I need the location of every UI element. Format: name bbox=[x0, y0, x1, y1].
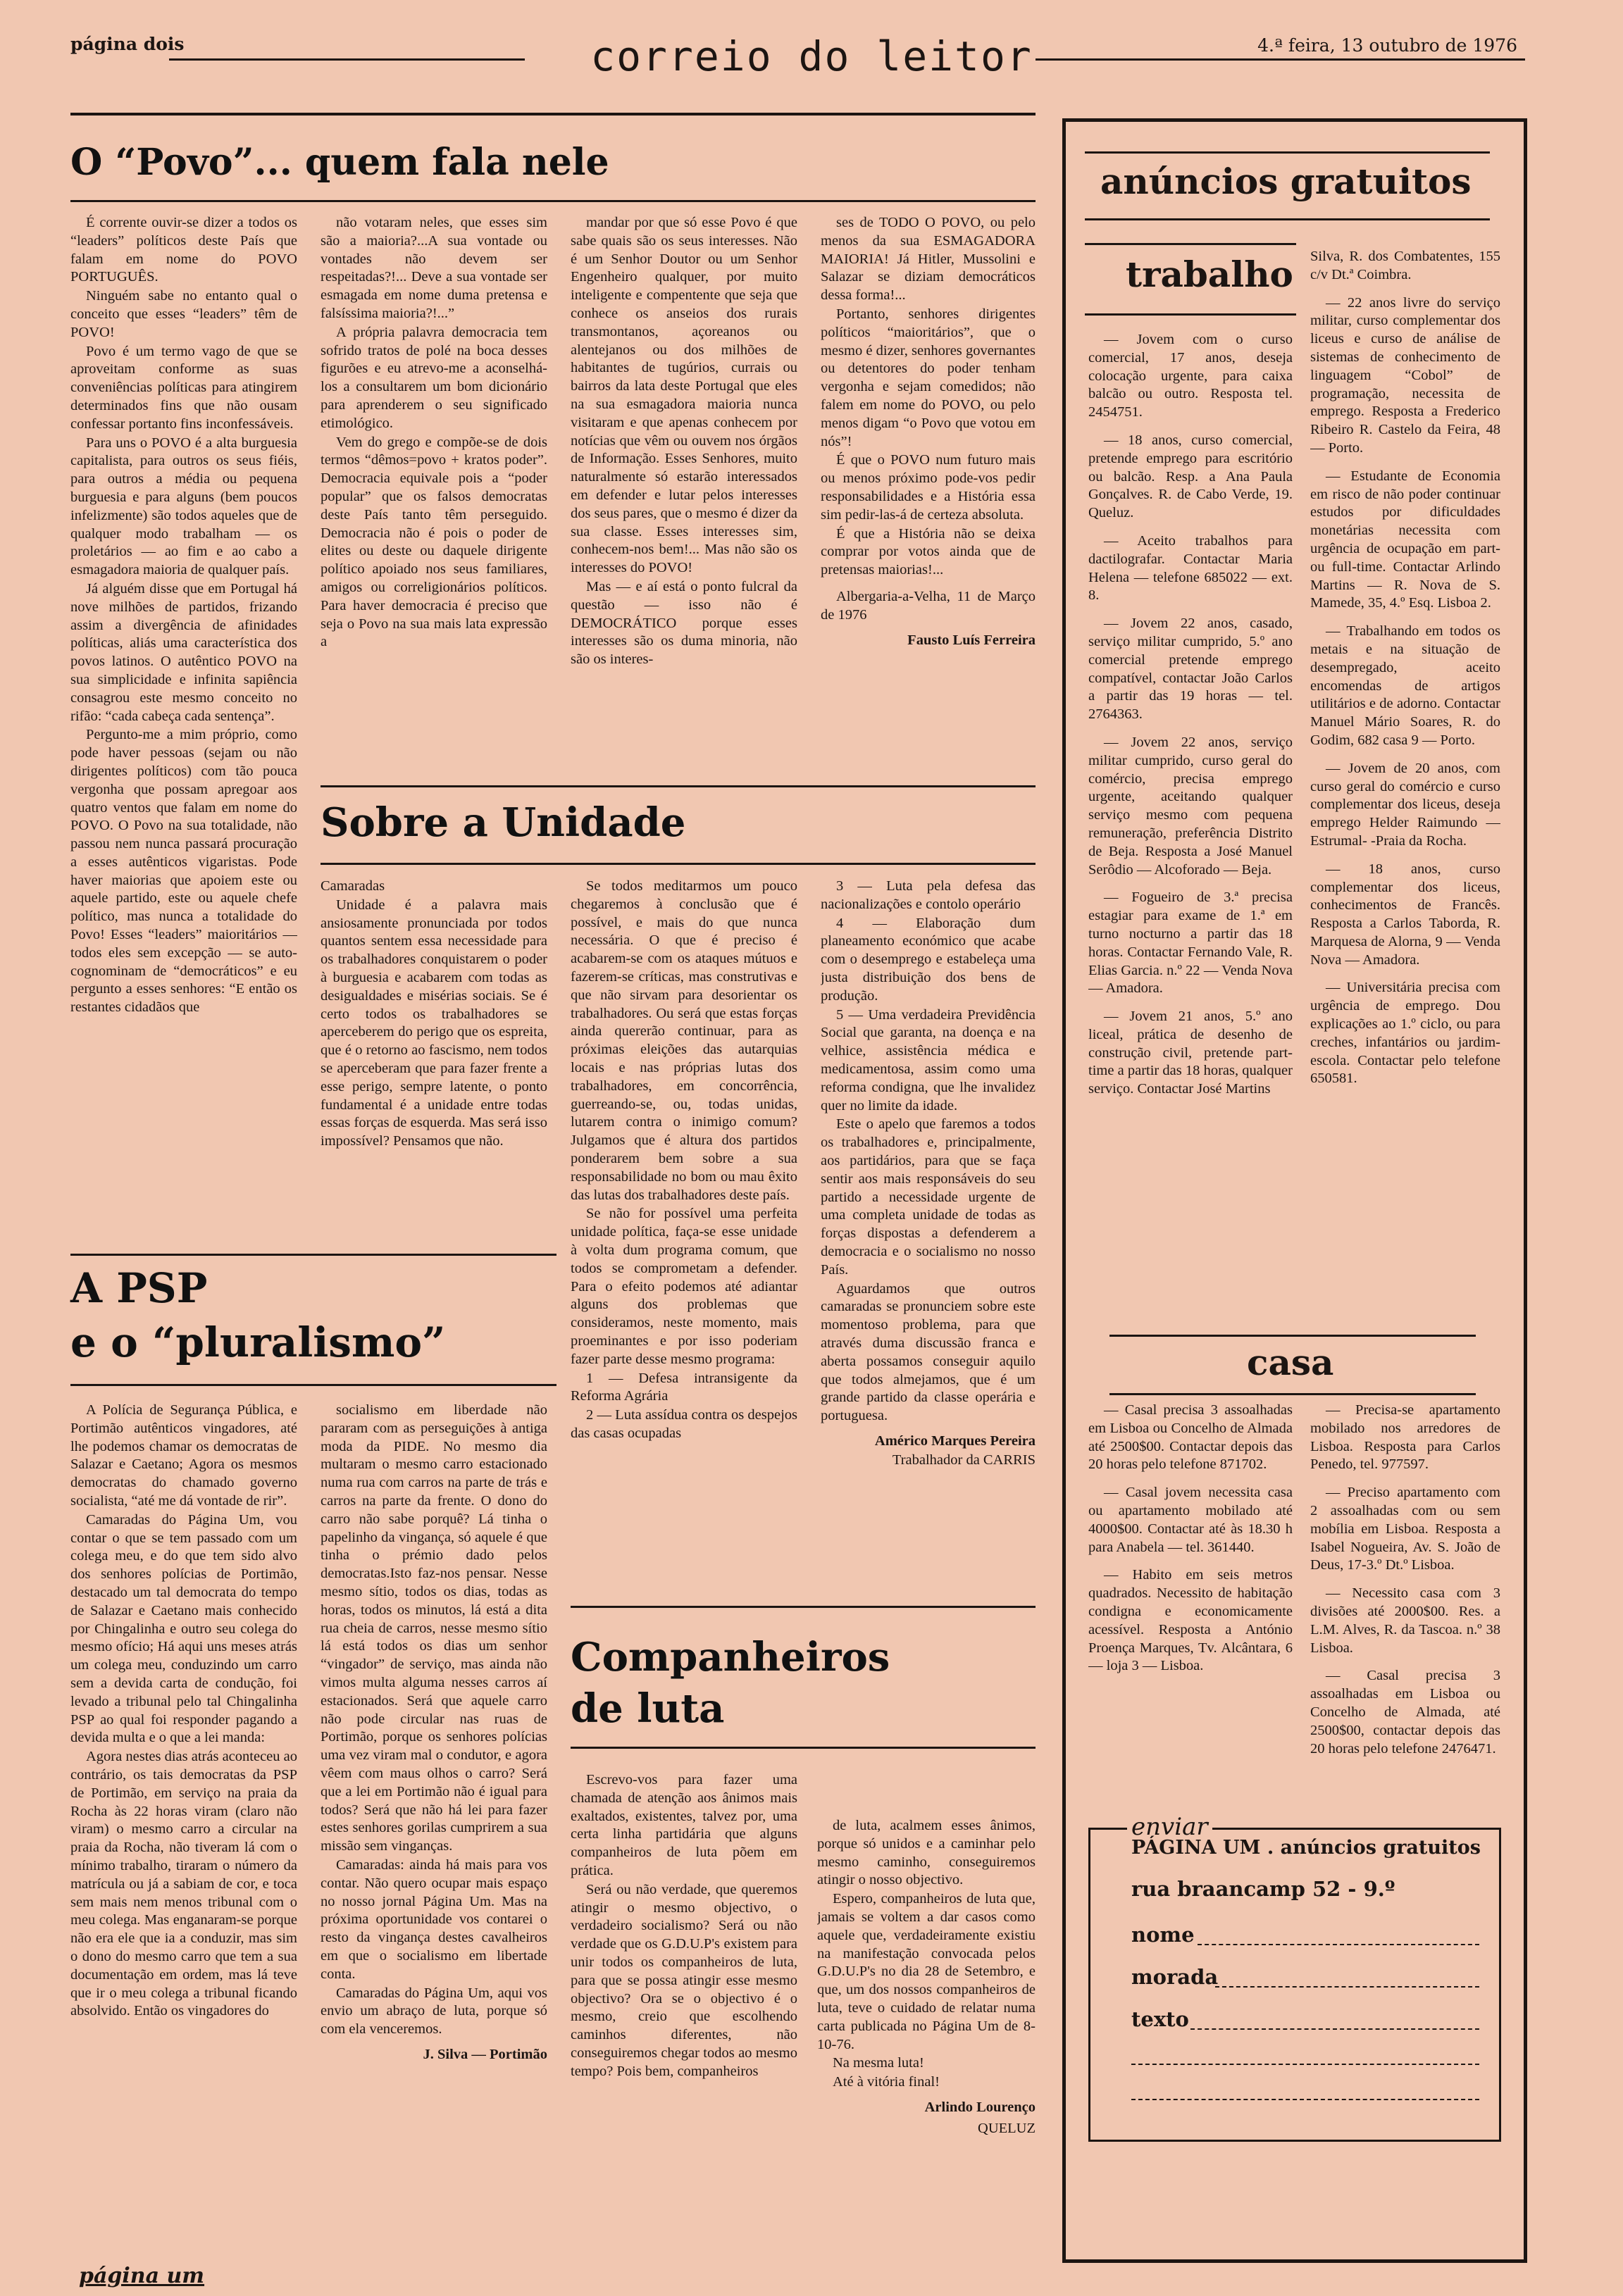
paragraph: de luta, acalmem esses ânimos, porque só unidos e a caminhar pelo mesmo caminho, conseguiremos atingir o nosso objectivo. bbox=[817, 1818, 1036, 1888]
rule-povo bbox=[70, 200, 1036, 202]
headline-companheiros-2: de luta bbox=[571, 1685, 725, 1732]
paragraph: Escrevo-vos para fazer uma chamada de atenção aos ânimos mais exaltados, existentes, talvez por, uma certa linha partidária que alguns companheiros de luta põem em prática. bbox=[571, 1772, 797, 1878]
coupon-line-2: rua braancamp 52 - 9.º bbox=[1131, 1877, 1395, 1901]
trabalho-rule-top bbox=[1085, 243, 1296, 245]
companheiros-column-1 bbox=[571, 1771, 797, 2264]
unidade-column-3 bbox=[821, 878, 1036, 1589]
rule-companheiros-top bbox=[571, 1606, 1036, 1608]
paragraph: Agora nestes dias atrás aconteceu ao contrário, os tais democratas da PSP de Portimão, em serviço na praia da Rocha às 22 horas viram (claro não viram) o mesmo carro a circular na praia da Rocha, não tiveram lá com o mínimo trabalho, tiraram o número da matrícula ou já a sabiam de cor, e toca sem mais nem menos tribunal com o meu colega. Mas enganaram-se porque não era ele que ia a conduzir, mas sim o dono do mesmo carro que tem a sua documentação em ordem, mas lá teve que ir o meu colega a tribunal ficando absolvido. Então os vingadores do bbox=[70, 1749, 297, 2019]
headline-companheiros-1: Companheiros bbox=[571, 1634, 890, 1680]
rule-psp-top bbox=[70, 1254, 556, 1256]
classified-ad: — Fogueiro de 3.ª precisa estagiar para exame de 1.ª em turno nocturno a partir das 18 horas. Contactar Fernando Vale, R. Elias Garcia. n.º 22 — Venda Nova — Amadora. bbox=[1088, 890, 1293, 997]
byline-companheiros: Arlindo Lourenço bbox=[924, 2099, 1036, 2115]
coupon-nome-label[interactable]: nome bbox=[1131, 1923, 1195, 1947]
povo-column-3 bbox=[571, 214, 797, 770]
paragraph: Pergunto-me a mim próprio, como pode haver pessoas (sejam ou não dirigentes políticos) com tão pouca vergonha que possam apregoar aos quatro ventos que falam em nome do POVO. O Povo na sua totalidade, não passou nem nunca passará procuração a esses autênticos vigaristas. Pode haver maiorias que apoiem este ou aquele partido, este ou aquele chefe político, mas nunca a totalidade do Povo! Esses “leaders” maioritários — todos eles sem excepção — se auto-cognominam de “democráticos” e eu pergunto a esses senhores: “E então os restantes cidadãos que bbox=[70, 727, 297, 1016]
paragraph: Vem do grego e compõe-se de dois termos “dêmos=povo + kratos poder”. Democracia equivale pois a “poder popular” que os falsos democratas deste País tanto têm perseguido. Democracia não é pois o poder de elites ou deste ou daquele dirigente político apoiado nos seus familiares, amigos ou correligionários políticos. Para haver democracia é preciso que seja o Povo na sua mais lata expressão a bbox=[321, 434, 547, 650]
paragraph: 3 — Luta pela defesa das nacionalizações e contolo operário bbox=[821, 878, 1036, 912]
paragraph: Se não for possível uma perfeita unidade política, faça-se esse unidade à volta dum programa comum, que todos se comprometam a defender. Para o efeito podemos até adiantar alguns dos problemas que consideramos, neste momento, mais proeminantes e por isso poderiam fazer parte desse mesmo programa: bbox=[571, 1206, 797, 1367]
paragraph: Camaradas do Página Um, aqui vos envio um abraço de luta, porque só com ela venceremos. bbox=[321, 1985, 547, 2038]
classified-ad: — Precisa-se apartamento mobilado nos arredores de Lisboa. Resposta para Carlos Penedo, tel. 977597. bbox=[1310, 1402, 1500, 1473]
paragraph: Até à vitória final! bbox=[833, 2074, 940, 2090]
classified-ad: — 18 anos, curso complementar dos liceus, conhecimentos de Francês. Resposta a Carlos Taborda, R. Marquesa de Alorna, 9 — Venda Nova — Amadora. bbox=[1310, 861, 1500, 968]
casa-rule-top bbox=[1109, 1335, 1476, 1337]
povo-column-2 bbox=[321, 214, 547, 770]
coupon-line-1: PÁGINA UM . anúncios gratuitos bbox=[1131, 1837, 1481, 1859]
headline-unidade: Sobre a Unidade bbox=[321, 799, 686, 846]
rule-unidade bbox=[321, 863, 1036, 865]
dateline: Albergaria-a-Velha, 11 de Março de 1976 bbox=[821, 588, 1036, 623]
casa-rule-bottom bbox=[1109, 1393, 1476, 1395]
coupon-texto-label[interactable]: texto bbox=[1131, 2007, 1189, 2031]
coupon-morada-line[interactable] bbox=[1215, 1986, 1479, 1988]
unidade-column-2 bbox=[571, 878, 797, 1589]
classified-ad: — Jovem de 20 anos, com curso geral do comércio e curso complementar dos liceus, deseja emprego Helder Raimundo — Estrumal- -Praia da Rocha. bbox=[1310, 760, 1500, 849]
paragraph: É corrente ouvir-se dizer a todos os “leaders” políticos deste País que falam em nome do POVO PORTUGUÊS. bbox=[70, 215, 297, 285]
classified-ad: — 18 anos, curso comercial, pretende emprego para escritório ou balcão. Resp. a Ana Paula Gonçalves. R. de Cabo Verde, 19. Queluz. bbox=[1088, 432, 1293, 521]
classified-ad: — Habito em seis metros quadrados. Necessito de habitação condigna e economicamente acessível. Resposta a António Proença Marques, Tv. Alcântara, 6 — loja 3 — Lisboa. bbox=[1088, 1567, 1293, 1674]
salutation: Camaradas bbox=[321, 878, 385, 894]
paragraph: Será ou não verdade, que queremos atingir o mesmo objectivo, o verdadeiro socialismo? Será ou não verdade que os G.D.U.P's existem para unir todos os companheiros de luta, para que se possa atingir esse mesmo objectivo? Ora se o objectivo é o mesmo, creio que escolhendo caminhos diferentes, não conseguiremos chegar todos ao mesmo tempo? Pois bem, companheiros bbox=[571, 1881, 797, 2079]
paragraph: Se todos meditarmos um pouco chegaremos à conclusão que é possível, e mais do que nunca necessária. O que é preciso é acabarem-se com os ataques mútuos e fazerem-se críticas, mas construtivas e que não sirvam para desorientar os trabalhadores. Ou será que estas forças ainda quererão continuar, para as próximas eleições das autarquias locais e nas próprias lutas dos trabalhadores, em concorrência, guerreando-se, ou, todas unidas, lutarem contra o inimigo comum? Julgamos que é altura dos partidos ponderarem bem sobre a sua responsabilidade no bom ou mau êxito das lutas dos trabalhadores deste país. bbox=[571, 878, 797, 1203]
section-title: correio do leitor bbox=[590, 32, 1033, 80]
paragraph: 4 — Elaboração dum planeamento económico que acabe com o desemprego e estabeleça uma justa distribuição dos bens de produção. bbox=[821, 915, 1036, 1004]
paragraph: socialismo em liberdade não pararam com as perseguições à antiga moda da PIDE. No mesmo dia multaram o mesmo carro estacionado numa rua com carros na parte de trás e carros na parte da frente. O dono do carro não sabe porquê? Lá tinha o papelinho da vingança, só aquele é que tinha o prémio dado pelos democratas.Isto faz-nos pensar. Nesse mesmo sítio, todos os dias, todas as horas, todos os minutos, lá está a dita rua cheia de carros, nesse mesmo sítio lá está todos os dias um senhor “vingador” de serviço, mas ainda não vimos multa alguma nesses carros aí estacionados. Será que aquele carro não pode circular nas ruas de Portimão, porque os senhores polícias uma vez viram mal o condutor, e agora vêem com maus olhos o carro? Será que a lei em Portimão não é igual para todos? Será que não há lei para fazer estes senhores gorilas cumprirem a sua missão sem vinganças. bbox=[321, 1402, 547, 1854]
paragraph: Povo é um termo vago de que se aproveitam conforme as suas conveniências políticas para atingirem determinados fins que não ousam confessar portanto fins inconfessáveis. bbox=[70, 343, 297, 432]
classified-ad: — Estudante de Economia em risco de não poder continuar estudos por dificuldades monetárias necessita com urgência de ocupação em part- ou full-time. Contactar Arlindo Martins — R. Nova de S. Mamede, 35, 4.º Esq. Lisboa 2. bbox=[1310, 468, 1500, 611]
companheiros-column-2 bbox=[817, 1817, 1036, 2268]
paragraph: Este o apelo que faremos a todos os trabalhadores e, principalmente, aos partidários, para que se faça sentir aos mais responsáveis do seu partido a necessidade urgente de uma completa unidade de todas as forças dispostas a defenderem a democracia e o socialismo no nosso País. bbox=[821, 1116, 1036, 1278]
byline-unidade-role: Trabalhador da CARRIS bbox=[892, 1452, 1036, 1468]
trabalho-column-2 bbox=[1310, 248, 1500, 1382]
classified-ad: — Aceito trabalhos para dactilografar. Contactar Maria Helena — telefone 685022 — ext. 8. bbox=[1088, 532, 1293, 604]
coupon-texto-line-3[interactable] bbox=[1131, 2099, 1479, 2100]
headline-povo: O “Povo”... quem fala nele bbox=[70, 141, 609, 184]
psp-column-1 bbox=[70, 1402, 297, 2257]
casa-column-1 bbox=[1088, 1402, 1293, 1803]
povo-column-1 bbox=[70, 214, 297, 1242]
header-rule-left bbox=[169, 58, 525, 61]
ads-rule-top bbox=[1085, 151, 1490, 154]
paragraph: 2 — Luta assídua contra os despejos das casas ocupadas bbox=[571, 1407, 797, 1441]
paragraph: Aguardamos que outros camaradas se pronunciem sobre este momentoso problema, para que através duma discussão franca e aberta possamos conseguir aquilo que todos almejamos, que é um grande partido da classe operária e portuguesa. bbox=[821, 1280, 1036, 1424]
coupon-enviar: enviar bbox=[1127, 1813, 1212, 1841]
byline-unidade: Américo Marques Pereira bbox=[874, 1433, 1036, 1449]
paragraph: não votaram neles, que esses sim são a maioria?...A sua vontade ou vontades não devem ser respeitadas?!... Deve a sua vontade ser esmagada em nome duma pretensa e falsíssima maioria?!...” bbox=[321, 215, 547, 321]
byline-companheiros-place: QUELUZ bbox=[978, 2120, 1036, 2136]
paragraph: Camaradas: ainda há mais para vos contar. Não quero ocupar mais espaço no nosso jornal Página Um. Mas na próxima oportunidade vos contarei o resto da vingança destes cavalheiros em que o socialismo em libertade conta. bbox=[321, 1857, 547, 1982]
psp-column-2 bbox=[321, 1402, 547, 2268]
povo-column-4 bbox=[821, 214, 1036, 770]
trabalho-rule-bottom bbox=[1085, 313, 1296, 316]
headline-psp-2: e o “pluralismo” bbox=[70, 1318, 446, 1366]
classified-ad: — Necessito casa com 3 divisões até 2000$00. Res. a L.M. Alves, R. da Tascoa. n.º 38 Lisboa. bbox=[1310, 1585, 1500, 1656]
classified-ad: — Trabalhando em todos os metais e na situação de desempregado, aceito encomendas de artigos utilitários e de adorno. Contactar Manuel Mário Soares, R. do Godim, 682 casa 9 — Porto. bbox=[1310, 623, 1500, 748]
top-rule bbox=[70, 113, 1036, 116]
paragraph: ses de TODO O POVO, ou pelo menos da sua ESMAGADORA MAIORIA! Já Hitler, Mussolini e Salazar se diziam democráticos dessa forma!... bbox=[821, 215, 1036, 304]
paragraph: Para uns o POVO é a alta burguesia capitalista, para outros os seus fiéis, para outros a média ou pequena burguesia e para alguns (bem poucos infelizmente) são todos aqueles que de qualquer modo trabalham — os proletários — ao fim e ao cabo a esmagadora maioria de qualquer país. bbox=[70, 435, 297, 578]
classified-ad: — Universitária precisa com urgência de emprego. Dou explicações ao 1.º ciclo, ou para creches, infantários ou jardim-escola. Contactar pelo telefone 650581. bbox=[1310, 980, 1500, 1087]
trabalho-heading: trabalho bbox=[1126, 254, 1293, 295]
header-rule-right bbox=[1036, 58, 1525, 61]
ads-rule-bottom bbox=[1085, 218, 1490, 220]
paragraph: 5 — Uma verdadeira Previdência Social que garanta, na doença e na velhice, assistência médica e medicamentosa, assim como uma reforma condigna, que lhe invalidez quer no limite da idade. bbox=[821, 1006, 1036, 1113]
classified-ad: — Jovem 22 anos, casado, serviço militar cumprido, 5.º ano comercial pretende emprego compatível, contactar João Carlos a partir das 19 horas — tel. 2764363. bbox=[1088, 616, 1293, 723]
classified-ad: — Jovem 22 anos, serviço militar cumprido, curso geral do comércio, precisa emprego urgente, aceitando qualquer serviço mesmo com pequena remuneração, preferência Distrito de Beja. Resposta a José Manuel Serôdio — Alcoforado — Beja. bbox=[1088, 734, 1293, 878]
paragraph: Mas — e aí está o ponto fulcral da questão — isso não é DEMOCRÁTICO porque esses interesses são os duma minoria, não são os interes- bbox=[571, 578, 797, 668]
page-label: página dois bbox=[70, 34, 185, 54]
paragraph: É que a História não se deixa comprar por votos ainda que de pretensas maiorias!... bbox=[821, 525, 1036, 578]
classified-ad: — 22 anos livre do serviço militar, curso complementar dos liceus e curso de análise de sistemas de conhecimento de linguagem “Cobol” de programação, necessita de emprego. Resposta a Frederico Ribeiro R. Castelo da Feira, 48 — Porto. bbox=[1310, 294, 1500, 456]
footer-brand: página um bbox=[79, 2264, 205, 2288]
paragraph: A própria palavra democracia tem sofrido tratos de polé na boca desses figurões e eu atrevo-me a aconselhá-los a consultarem um bom dicionário para aprenderem o seu significado etimológico. bbox=[321, 324, 547, 431]
classified-ad: — Casal precisa 3 assoalhadas em Lisboa ou Concelho de Almada até 2500$00. Contactar depois das 20 horas pelo telefone 871702. bbox=[1088, 1402, 1293, 1473]
paragraph: 1 — Defesa intransigente da Reforma Agrária bbox=[571, 1370, 797, 1404]
coupon-texto-line-1[interactable] bbox=[1190, 2028, 1479, 2030]
coupon-nome-line[interactable] bbox=[1198, 1944, 1479, 1945]
rule-psp bbox=[70, 1384, 556, 1386]
paragraph: A Polícia de Segurança Pública, e Portimão autênticos vingadores, até lhe podemos chamar os democratas de Salazar e Caetano; Agora os mesmos democratas do chamado governo socialista, “até me dá vontade de rir”. bbox=[70, 1402, 297, 1509]
rule-unidade-top bbox=[321, 785, 1036, 787]
classified-ad: — Jovem 21 anos, 5.º ano liceal, prática de desenho de construção civil, pretende part-time a partir das 18 horas, qualquer serviço. Contactar José Martins bbox=[1088, 1009, 1293, 1097]
unidade-column-1 bbox=[321, 878, 547, 1247]
byline-psp: J. Silva — Portimão bbox=[423, 2046, 547, 2062]
classified-ad: — Preciso apartamento com 2 assoalhadas com ou sem mobília em Lisboa. Resposta a Isabel Nogueira, Av. S. João de Deus, 17-3.º Dt.º Lisboa. bbox=[1310, 1485, 1500, 1573]
headline-psp-1: A PSP bbox=[70, 1264, 208, 1312]
paragraph: Camaradas do Página Um, vou contar o que se tem passado com um colega meu, e do que tem sido alvo dos senhores polícias de Portimão, destacado um tal democrata do tempo de Salazar e Caetano mais conhecido por Chingalinha e outro seu colega do mesmo ofício; Há aqui uns meses atrás um colega meu, conduzindo um carro sem a devida carta de condução, foi levado a tribunal pelo tal Chingalinha PSP ao qual foi responder pagando a devida multa e o que a lei manda: bbox=[70, 1511, 297, 1746]
paragraph: É que o POVO num futuro mais ou menos próximo pode-vos pedir responsabilidades e a História essa sim pedir-las-á de certeza absoluta. bbox=[821, 452, 1036, 523]
classified-ad: — Casal precisa 3 assoalhadas em Lisboa ou Concelho de Almada, até 2500$00, contactar depois das 20 horas pelo telefone 2476471. bbox=[1310, 1668, 1500, 1757]
trabalho-column-1 bbox=[1088, 331, 1293, 1324]
classified-ad: — Casal jovem necessita casa ou apartamento mobilado até 4000$00. Contactar até às 18.30 h para Anabela — tel. 361440. bbox=[1088, 1485, 1293, 1555]
paragraph: Unidade é a palavra mais ansiosamente pronunciada por todos quantos sentem essa necessidade para os trabalhadores conquistarem o poder à burguesia e acabarem com todas as desigualdades e misérias sociais. Se é certo todos os trabalhadores se aperceberem do perigo que os espreita, que é o retorno ao fascismo, nem todos se aperceberam que para fazer frente a esse perigo, sempre latente, o ponto fundamental é a unidade entre todas essas forças de esquerda. Mas será isso impossível? Pensamos que não. bbox=[321, 897, 547, 1149]
paragraph: Já alguém disse que em Portugal há nove milhões de partidos, frizando assim a divergência de afinidades políticas, aliás uma característica dos povos latinos. O autêntico POVO na sua simplicidade e infinita sapiência consagrou este mesmo conceito no rifão: “cada cabeça cada sentença”. bbox=[70, 580, 297, 724]
coupon-texto-line-2[interactable] bbox=[1131, 2064, 1479, 2065]
paragraph: Na mesma luta! bbox=[833, 2055, 924, 2071]
paragraph: Espero, companheiros de luta que, jamais se voltem a dar casos como aquele que, verdadeiramente existiu na manifestação convocada pelos G.D.U.P's no dia 28 de Setembro, e que, um dos nossos companheiros de luta, teve o cuidado de relatar numa carta publicada no Página Um de 8-10-76. bbox=[817, 1891, 1036, 2052]
rule-companheiros bbox=[571, 1747, 1036, 1749]
classified-ad: — Jovem com o curso comercial, 17 anos, deseja colocação urgente, para caixa balcão ou outro. Resposta tel. 2454751. bbox=[1088, 332, 1293, 420]
issue-date: 4.ª feira, 13 outubro de 1976 bbox=[1257, 35, 1517, 56]
casa-heading: casa bbox=[1247, 1342, 1334, 1383]
coupon-morada-label[interactable]: morada bbox=[1131, 1965, 1219, 1989]
paragraph: Portanto, senhores dirigentes políticos “maioritários”, que o mesmo é dizer, senhores governantes ou detentores do poder tenham vergonha e sejam comedidos; não falem em nome do POVO, ou pelo menos digam “o Povo que votou em nós”! bbox=[821, 306, 1036, 449]
paragraph: mandar por que só esse Povo é que sabe quais são os seus interesses. Não é um Senhor Doutor ou um Senhor Engenheiro qualquer, por muito inteligente e compentente que seja que conhece os anseios dos rurais transmontanos, açoreanos ou alentejanos ou dos milhões de habitantes de tugúrios, currais ou bairros da lata deste Portugal que eles na sua esmagadora maioria nunca visitaram e que apenas conhecem por notícias que vêm ou ouvem nos órgãos de Informação. Esses Senhores, muito naturalmente só estarão interessados em defender e lutar pelos interesses dos seus pares, que o mesmo é dizer da sua classe. Esses interesses sim, conhecem-nos bem!... Mas não são os interesses do POVO! bbox=[571, 215, 797, 576]
byline-povo: Fausto Luís Ferreira bbox=[907, 632, 1036, 648]
casa-column-2 bbox=[1310, 1402, 1500, 1803]
classified-ad: Silva, R. dos Combatentes, 155 c/v Dt.ª Coimbra. bbox=[1310, 249, 1500, 282]
paragraph: Ninguém sabe no entanto qual o conceito que esses “leaders” têm de POVO! bbox=[70, 288, 297, 340]
ads-headline: anúncios gratuitos bbox=[1100, 161, 1472, 202]
